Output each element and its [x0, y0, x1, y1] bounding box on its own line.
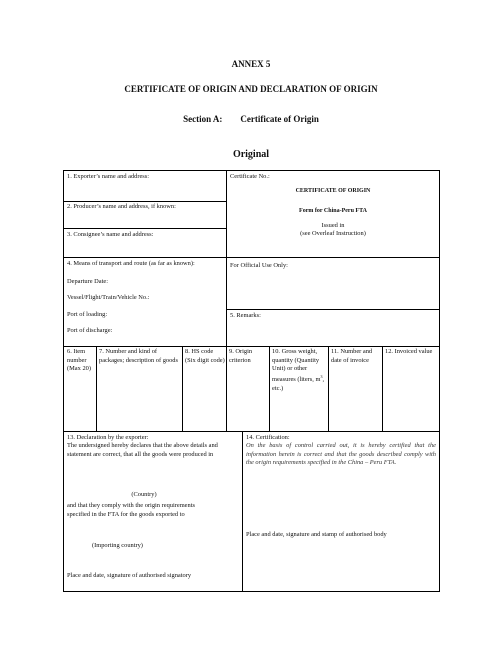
divider-official [226, 309, 439, 310]
certificate-form-name: Form for China-Peru FTA [299, 208, 367, 214]
original-label: Original [232, 149, 270, 160]
column-gross-weight-sup: 3 [320, 373, 323, 379]
divider-box2 [64, 228, 226, 229]
divider-13-14 [242, 431, 243, 591]
box1-label: 1. Exporter’s name and address: [67, 173, 150, 180]
certificate-title: CERTIFICATE OF ORIGIN [295, 188, 371, 194]
annex-label: ANNEX 5 [231, 59, 271, 69]
document-title: CERTIFICATE OF ORIGIN AND DECLARATION OF ORIGIN [124, 84, 378, 94]
box14-certification-text: On the basis of control carried out, it is hereby certified that the information herein is correct and that the goods described comply with the origin requirements specified in the China – Peru FTA. [246, 442, 436, 467]
column-gross-weight-text-end: , etc.) [272, 376, 325, 392]
port-discharge-label: Port of discharge: [67, 327, 113, 334]
column-invoiced-value: 12. Invoiced value [385, 348, 433, 355]
box13-declaration-text: The undersigned hereby declares that the above details and statement are correct, that all the goods were produced in [67, 442, 218, 458]
column-origin-criterion: 9. Origin criterion [229, 348, 253, 364]
section-name: Certificate of Origin [240, 114, 319, 124]
box14-signature-label: Place and date, signature and stamp of authorised body [246, 531, 387, 538]
divider-box3 [64, 257, 439, 258]
column-invoice: 11. Number and date of invoice [331, 348, 373, 364]
col-divider-9-10 [269, 346, 270, 431]
country-label: (Country) [131, 491, 157, 498]
col-divider-7-8 [182, 346, 183, 431]
box4-label: 4. Means of transport and route (as far as known): [67, 260, 195, 267]
section-label: Section A: [183, 114, 223, 124]
box2-label: 2. Producer’s name and address, if known: [67, 203, 176, 210]
departure-date-label: Departure Date: [67, 278, 108, 285]
column-packages-description: 7. Number and kind of packages; description of goods [99, 348, 178, 364]
col-divider-11-12 [382, 346, 383, 431]
official-use-label: For Official Use Only: [230, 262, 288, 269]
col-divider-10-11 [328, 346, 329, 431]
divider-left-right [226, 171, 227, 346]
divider-box1 [64, 201, 226, 202]
port-loading-label: Port of loading: [67, 311, 108, 318]
column-hs-code: 8. HS code (Six digit code) [185, 348, 225, 364]
col-divider-8-9 [226, 346, 227, 431]
box13-title: 13. Declaration by the exporter: [67, 434, 149, 441]
box13-compliance-text: and that they comply with the origin requirements specified in the FTA for the goods exported to [67, 502, 195, 518]
section-heading [0, 114, 502, 124]
see-overleaf-label: (see Overleaf Instruction) [300, 230, 366, 237]
vessel-label: Vessel/Flight/Train/Vehicle No.: [67, 294, 150, 301]
certificate-form [63, 170, 440, 592]
box5-label: 5. Remarks: [230, 312, 261, 319]
divider-columns [64, 431, 439, 432]
box13-signature-label: Place and date, signature of authorised signatory [67, 572, 192, 579]
certificate-no-label: Certificate No.: [230, 173, 270, 180]
importing-country-label: (Importing country) [92, 542, 143, 549]
column-item-number: 6. Item number (Max 20) [67, 348, 91, 373]
box3-label: 3. Consignee’s name and address: [67, 231, 154, 238]
column-gross-weight-text: 10. Gross weight, quantity (Quantity Unit) or other measures (liters, m [272, 348, 321, 384]
column-gross-weight [272, 348, 327, 393]
col-divider-6-7 [96, 346, 97, 431]
issued-in-label: Issued in [321, 222, 345, 229]
box14-title: 14. Certification: [246, 434, 290, 441]
